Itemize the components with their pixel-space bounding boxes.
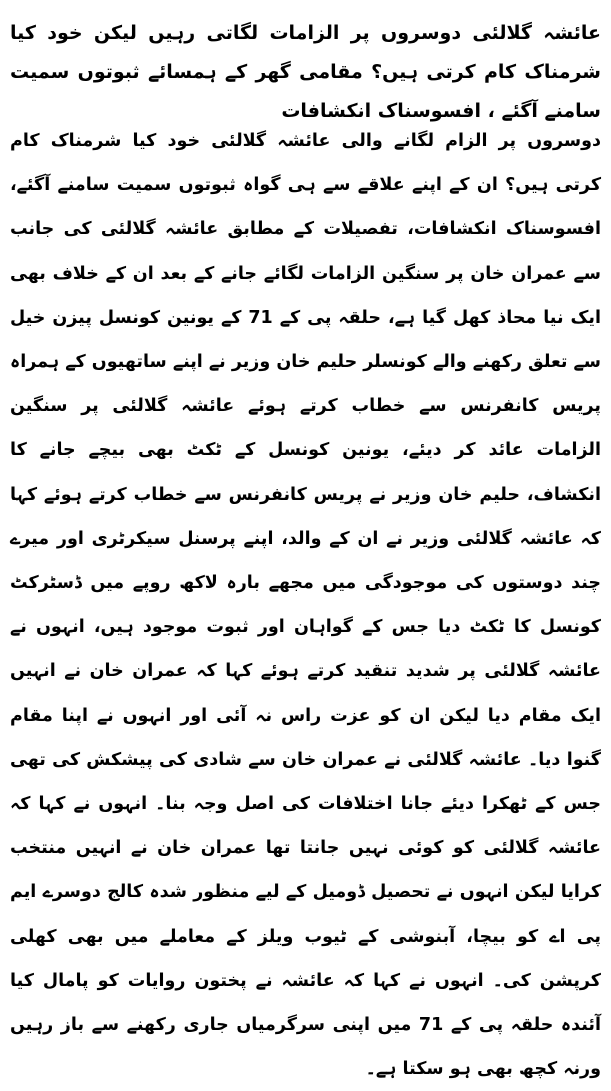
- article-body: دوسروں پر الزام لگانے والی عائشہ گلالئی خود کیا شرمناک کام کرتی ہیں؟ ان کے اپنے علاقے سے ہی گواہ ثبوتوں سمیت سامنے آگئے، افسوسناک انکشافات، تفصیلات کے مطابق عائشہ گلالئی کی جانب سے عمران خان پر سنگین الزامات لگائے جانے کے بعد ان کے خلاف بھی ایک نیا محاذ کھل گیا ہے، حلقہ پی کے 71 کے یونین کونسل پیزن خیل سے تعلق رکھنے والے کونسلر حلیم خان وزیر نے اپنے ساتھیوں کے ہمراہ پریس کانفرنس سے خطاب کرتے ہوئے عائشہ گلالئی پر سنگین الزامات عائد کر دیئے، یونین کونسل کے ٹکٹ بھی بیچے جانے کا انکشاف، حلیم خان وزیر نے پریس کانفرنس سے خطاب کرتے ہوئے کہا کہ عائشہ گلالئی وزیر نے ان کے والد، اپنے پرسنل سیکرٹری اور میرے چند دوستوں کی موجودگی میں مجھے بارہ لاکھ روپے میں ڈسٹرکٹ کونسل کا ٹکٹ دیا جس کے گواہان اور ثبوت موجود ہیں، انہوں نے عائشہ گلالئی پر شدید تنقید کرتے ہوئے کہا کہ عمران خان نے انہیں ایک مقام دیا لیکن ان کو عزت راس نہ آئی اور انہوں نے اپنا مقام گنوا دیا۔ عائشہ گلالئی نے عمران خان سے شادی کی پیشکش کی تھی جس کے ٹھکرا دیئے جانا اختلافات کی اصل وجہ بنا۔ انہوں نے کہا کہ عائشہ گلالئی کو کوئی نہیں جانتا تھا عمران خان نے انہیں منتخب کرایا لیکن انہوں نے تحصیل ڈومیل کے لیے منظور شدہ کالج دوسرے ایم پی اے کو بیچا، آبنوشی کے ٹیوب ویلز کے معاملے میں بھی کھلی کرپشن کی۔ انہوں نے کہا کہ عائشہ نے پختون روایات کو پامال کیا آئندہ حلقہ پی کے 71 میں اپنی سرگرمیاں جاری رکھنے سے باز رہیں ورنہ کچھ بھی ہو سکتا ہے۔: [10, 131, 601, 1080]
- article-headline: عائشہ گلالئی دوسروں پر الزامات لگاتی رہیں لیکن خود کیا شرمناک کام کرتی ہیں؟ مقامی گھر کے ہمسائے ثبوتوں سمیت سامنے آگئے ، افسوسناک انکشافات: [10, 22, 601, 122]
